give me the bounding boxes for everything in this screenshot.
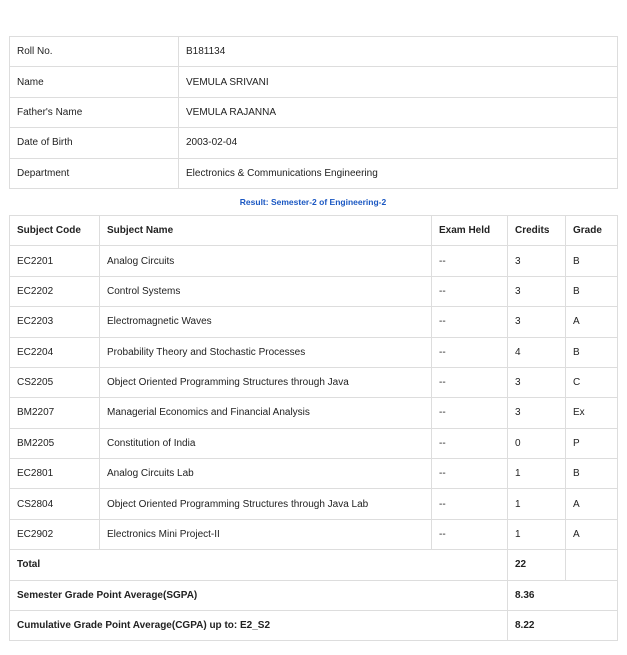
total-grade-empty [566, 550, 618, 580]
credits-cell: 3 [508, 246, 566, 276]
table-row [10, 428, 618, 458]
exam-held-cell: -- [432, 337, 508, 367]
subject-name-cell: Constitution of India [100, 428, 432, 458]
grade-cell: A [566, 519, 618, 549]
subject-code-cell: CS2804 [10, 489, 100, 519]
grade-cell: Ex [566, 398, 618, 428]
table-row [10, 246, 618, 276]
grade-cell: C [566, 367, 618, 397]
grade-cell: P [566, 428, 618, 458]
grade-cell: B [566, 276, 618, 306]
grade-cell: B [566, 337, 618, 367]
result-sheet [9, 36, 617, 641]
table-row [10, 367, 618, 397]
info-row-roll [10, 37, 618, 67]
subject-code-cell: CS2205 [10, 367, 100, 397]
cgpa-label: Cumulative Grade Point Average(CGPA) up to: E2_S2 [10, 611, 508, 641]
subject-code-cell: EC2801 [10, 459, 100, 489]
credits-cell: 0 [508, 428, 566, 458]
credits-cell: 1 [508, 489, 566, 519]
credits-cell: 1 [508, 459, 566, 489]
name-label: Name [10, 67, 179, 97]
subject-name-cell: Object Oriented Programming Structures through Java [100, 367, 432, 397]
table-row [10, 398, 618, 428]
name-value: VEMULA SRIVANI [179, 67, 618, 97]
subject-code-cell: EC2204 [10, 337, 100, 367]
subject-name-cell: Analog Circuits [100, 246, 432, 276]
dob-value: 2003-02-04 [179, 128, 618, 158]
exam-held-cell: -- [432, 459, 508, 489]
subject-name-cell: Control Systems [100, 276, 432, 306]
result-title: Result: Semester-2 of Engineering-2 [239, 196, 387, 207]
info-row-department [10, 158, 618, 188]
table-row [10, 519, 618, 549]
credits-cell: 1 [508, 519, 566, 549]
info-row-dob [10, 128, 618, 158]
table-row [10, 276, 618, 306]
credits-cell: 4 [508, 337, 566, 367]
info-row-father [10, 97, 618, 127]
sgpa-value: 8.36 [508, 580, 618, 610]
department-value: Electronics & Communications Engineering [179, 158, 618, 188]
table-row [10, 459, 618, 489]
subject-code-cell: EC2201 [10, 246, 100, 276]
exam-held-cell: -- [432, 367, 508, 397]
exam-held-cell: -- [432, 307, 508, 337]
table-row [10, 307, 618, 337]
exam-held-cell: -- [432, 276, 508, 306]
student-info-table [9, 36, 618, 189]
subject-name-cell: Electromagnetic Waves [100, 307, 432, 337]
subject-code-cell: BM2205 [10, 428, 100, 458]
total-credits: 22 [508, 550, 566, 580]
father-value: VEMULA RAJANNA [179, 97, 618, 127]
cgpa-row [10, 611, 618, 641]
credits-cell: 3 [508, 398, 566, 428]
subject-code-cell: BM2207 [10, 398, 100, 428]
cgpa-value: 8.22 [508, 611, 618, 641]
exam-held-cell: -- [432, 398, 508, 428]
subject-name-cell: Managerial Economics and Financial Analysis [100, 398, 432, 428]
subject-code-cell: EC2203 [10, 307, 100, 337]
table-row [10, 489, 618, 519]
table-row [10, 337, 618, 367]
exam-held-cell: -- [432, 489, 508, 519]
dob-label: Date of Birth [10, 128, 179, 158]
col-header-subject-code: Subject Code [10, 215, 100, 245]
subject-rows [10, 246, 618, 550]
grade-cell: A [566, 307, 618, 337]
total-row [10, 550, 618, 580]
subject-code-cell: EC2902 [10, 519, 100, 549]
total-label: Total [10, 550, 508, 580]
info-row-name [10, 67, 618, 97]
grade-cell: A [566, 489, 618, 519]
grade-cell: B [566, 459, 618, 489]
exam-held-cell: -- [432, 519, 508, 549]
exam-held-cell: -- [432, 246, 508, 276]
subject-name-cell: Electronics Mini Project-II [100, 519, 432, 549]
col-header-exam-held: Exam Held [432, 215, 508, 245]
col-header-credits: Credits [508, 215, 566, 245]
subject-name-cell: Probability Theory and Stochastic Processes [100, 337, 432, 367]
sgpa-label: Semester Grade Point Average(SGPA) [10, 580, 508, 610]
credits-cell: 3 [508, 276, 566, 306]
roll-value: B181134 [179, 37, 618, 67]
subject-name-cell: Object Oriented Programming Structures through Java Lab [100, 489, 432, 519]
subject-name-cell: Analog Circuits Lab [100, 459, 432, 489]
department-label: Department [10, 158, 179, 188]
subject-code-cell: EC2202 [10, 276, 100, 306]
col-header-grade: Grade [566, 215, 618, 245]
grade-cell: B [566, 246, 618, 276]
grades-header-row [10, 215, 618, 245]
credits-cell: 3 [508, 307, 566, 337]
credits-cell: 3 [508, 367, 566, 397]
sgpa-row [10, 580, 618, 610]
roll-label: Roll No. [10, 37, 179, 67]
col-header-subject-name: Subject Name [100, 215, 432, 245]
exam-held-cell: -- [432, 428, 508, 458]
father-label: Father's Name [10, 97, 179, 127]
grades-table [9, 215, 618, 641]
